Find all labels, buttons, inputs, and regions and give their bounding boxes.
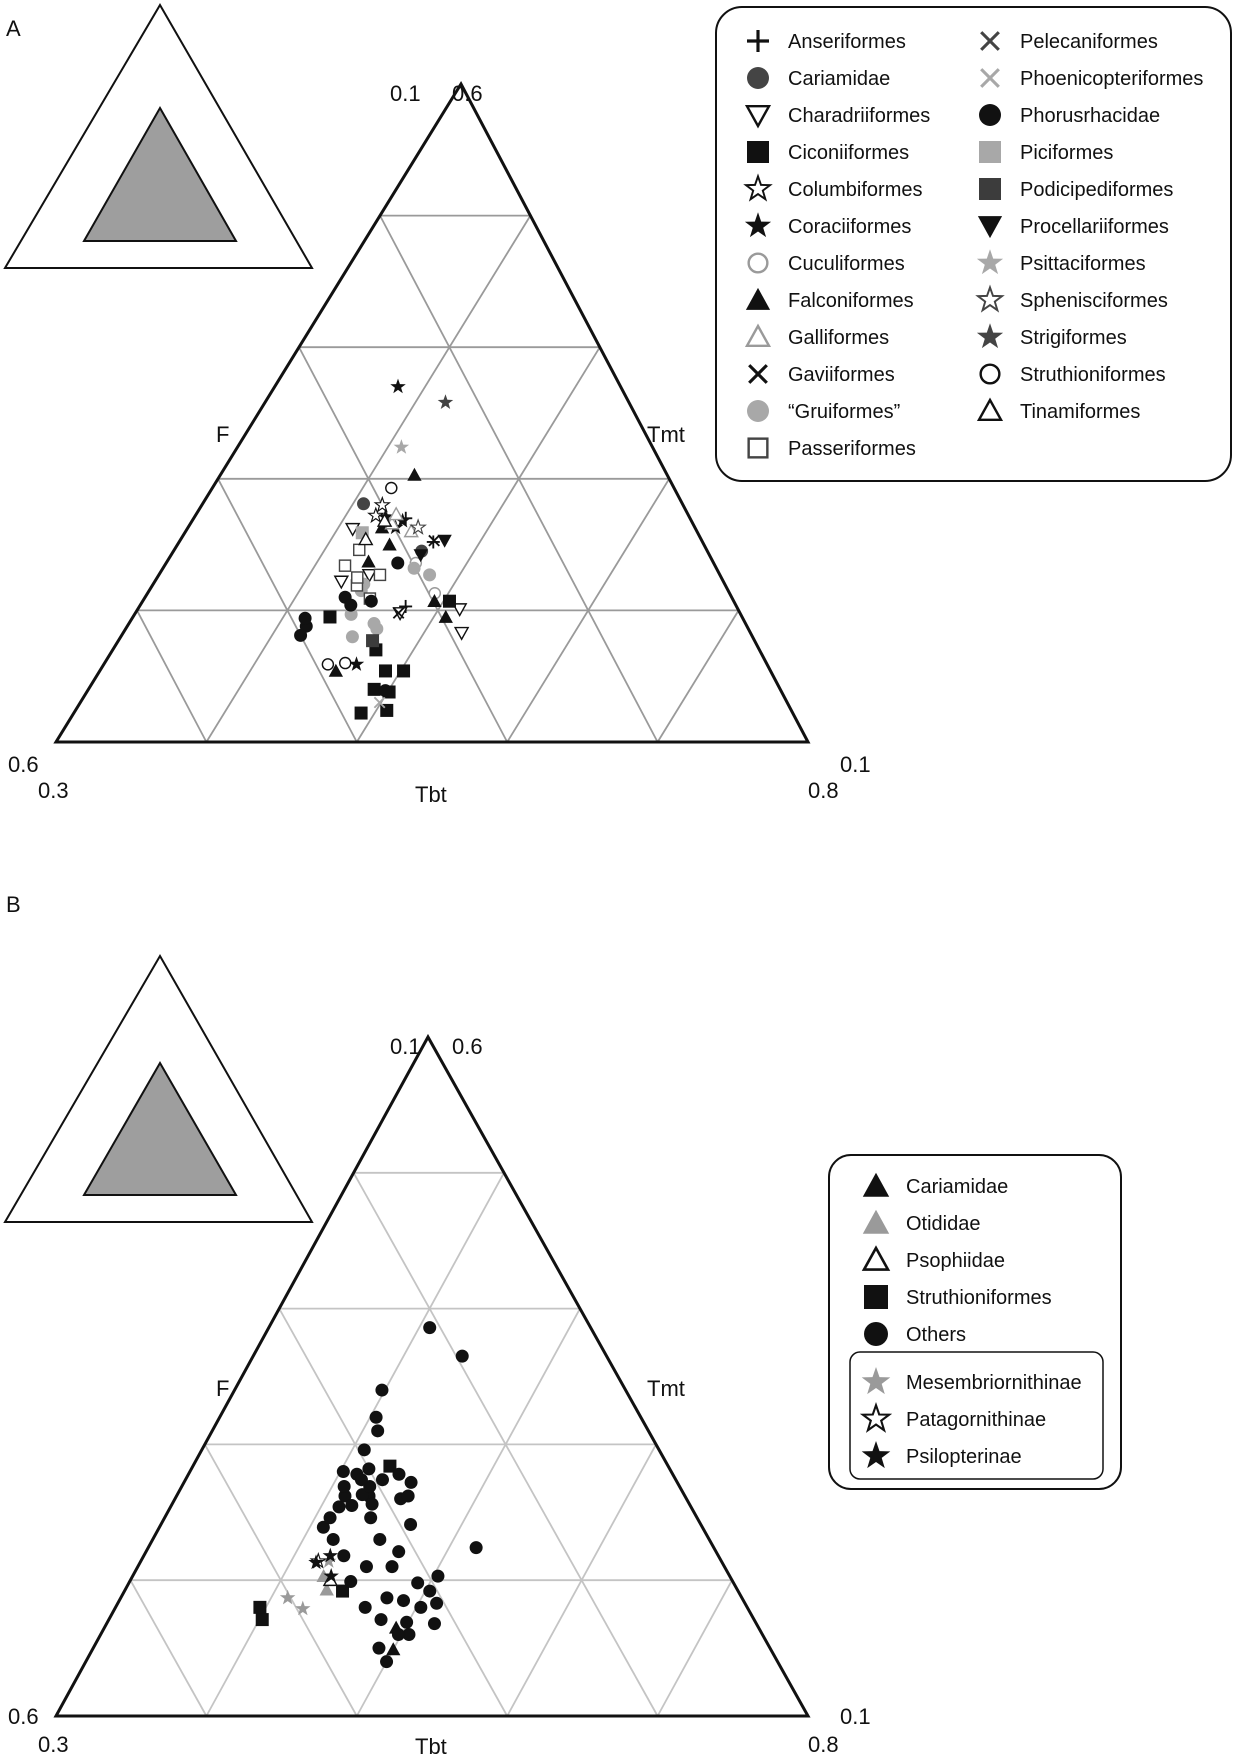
legend-marker (864, 1322, 888, 1346)
data-point (397, 664, 410, 677)
data-point (392, 1545, 405, 1558)
legend-label: Tinamiformes (1020, 401, 1141, 423)
legend-label: Cariamidae (788, 68, 891, 90)
data-point (357, 497, 370, 510)
data-point (430, 1597, 443, 1610)
data-point (355, 1473, 368, 1486)
legend-label: Pelecaniformes (1020, 31, 1158, 53)
data-point (344, 1575, 357, 1588)
data-point (366, 1498, 379, 1511)
data-point (374, 569, 385, 580)
legend-label: Sphenisciformes (1020, 290, 1168, 312)
legend-label: Psittaciformes (1020, 253, 1146, 275)
legend-marker (749, 439, 768, 458)
legend-label: Strigiformes (1020, 327, 1127, 349)
data-point (386, 1642, 400, 1655)
grid-line (658, 1580, 732, 1716)
legend-label: Podicipediformes (1020, 179, 1174, 201)
legend-label: Ciconiiformes (788, 142, 910, 164)
axis-label-tmt: Tmt (647, 422, 685, 447)
apex-label-top-right: 0.6 (452, 1034, 483, 1059)
data-point (299, 612, 312, 625)
data-point (253, 1601, 266, 1614)
apex-label-left-bottom: 0.3 (38, 778, 69, 803)
data-point (397, 1594, 410, 1607)
data-point (380, 1655, 393, 1668)
data-point (380, 1591, 393, 1604)
data-point (373, 1533, 386, 1546)
data-point (407, 468, 421, 481)
data-point (456, 1350, 469, 1363)
data-point (359, 1601, 372, 1614)
legend-label: Others (906, 1324, 967, 1346)
legend-label: Otididae (906, 1213, 981, 1235)
grid-line (299, 347, 507, 742)
data-point (352, 572, 363, 583)
legend-label: Gaviiformes (788, 364, 895, 386)
legend-label: Struthioniformes (1020, 364, 1166, 386)
data-point (355, 707, 368, 720)
data-point (443, 595, 456, 608)
data-point (327, 1533, 340, 1546)
data-point (339, 560, 350, 571)
legend-label: Passeriformes (788, 438, 916, 460)
data-point (392, 1468, 405, 1481)
legend-marker (747, 67, 769, 89)
data-point (358, 1443, 371, 1456)
legend-label: Galliformes (788, 327, 890, 349)
data-point (375, 1613, 388, 1626)
data-point (371, 1424, 384, 1437)
ternary-grid (130, 1173, 732, 1716)
data-point (455, 628, 468, 640)
axis-label-f: F (216, 422, 230, 447)
legend-marker (979, 141, 1001, 163)
apex-label-top-left: 0.1 (390, 1034, 421, 1059)
apex-label-top-left: 0.1 (390, 81, 421, 106)
apex-label-right-bottom: 0.8 (808, 778, 839, 803)
data-point (423, 1585, 436, 1598)
legend-label: Cuculiformes (788, 253, 905, 275)
data-point (337, 1549, 350, 1562)
data-point (361, 555, 375, 568)
data-point (256, 1613, 269, 1626)
data-point (404, 1518, 417, 1531)
data-point (354, 544, 365, 555)
apex-label-right-top: 0.1 (840, 752, 871, 777)
legend-label: Psophiidae (906, 1250, 1005, 1272)
data-point (431, 1570, 444, 1583)
data-point (323, 610, 336, 623)
legend-label: Struthioniformes (906, 1287, 1052, 1309)
data-point (423, 1321, 436, 1334)
data-point (335, 576, 348, 588)
apex-label-left-bottom: 0.3 (38, 1732, 69, 1757)
data-point (346, 630, 359, 643)
data-point (370, 1411, 383, 1424)
apex-label-right-bottom: 0.8 (808, 1732, 839, 1757)
data-point (392, 1628, 405, 1641)
data-point (368, 683, 381, 696)
legend-label: Procellariiformes (1020, 216, 1169, 238)
data-point (366, 634, 379, 647)
data-point (423, 568, 436, 581)
data-point (390, 508, 403, 520)
data-point (386, 482, 397, 493)
data-point (400, 1616, 413, 1629)
legend-label: Cariamidae (906, 1176, 1009, 1198)
legend-label: Phorusrhacidae (1020, 105, 1161, 127)
legend-marker (749, 254, 768, 273)
data-point (338, 1480, 351, 1493)
data-point (345, 1499, 358, 1512)
apex-label-right-top: 0.1 (840, 1704, 871, 1729)
apex-label-left-top: 0.6 (8, 752, 39, 777)
data-point (394, 439, 410, 454)
data-point (344, 599, 357, 612)
legend-marker (979, 178, 1001, 200)
grid-line (130, 1580, 206, 1716)
legend-label: Anseriformes (788, 31, 906, 53)
data-point (470, 1541, 483, 1554)
data-point (362, 1462, 375, 1475)
panel-letter: B (6, 892, 21, 917)
data-point (324, 1511, 337, 1524)
data-point (379, 664, 392, 677)
data-point (375, 1384, 388, 1397)
legend-label: Charadriiformes (788, 105, 931, 127)
legend-label: Coraciiformes (788, 216, 912, 238)
data-point (408, 562, 421, 575)
axis-label-tmt: Tmt (647, 1376, 685, 1401)
data-point (438, 394, 454, 409)
data-point (428, 1617, 441, 1630)
data-point (372, 1642, 385, 1655)
legend-label: Columbiformes (788, 179, 923, 201)
data-point (368, 617, 381, 630)
legend-marker (981, 365, 1000, 384)
data-point (376, 1473, 389, 1486)
legend-marker (747, 400, 769, 422)
panel-b (5, 892, 1121, 1757)
panel-letter: A (6, 16, 21, 41)
orientation-inset (5, 956, 312, 1222)
axis-label-tbt: Tbt (415, 1734, 447, 1757)
legend-item (979, 141, 1113, 164)
legend-marker (747, 141, 769, 163)
data-point (402, 1490, 415, 1503)
apex-label-left-top: 0.6 (8, 1704, 39, 1729)
legend-marker (864, 1285, 888, 1309)
data-point (364, 1511, 377, 1524)
legend-label: Phoenicopteriformes (1020, 68, 1204, 90)
data-point (360, 1560, 373, 1573)
data-point (414, 1601, 427, 1614)
data-point (337, 1465, 350, 1478)
legend-label: Piciformes (1020, 142, 1114, 164)
legend-label: Mesembriornithinae (906, 1372, 1082, 1394)
data-point (411, 1576, 424, 1589)
data-point (391, 557, 404, 570)
data-point (379, 684, 392, 697)
legend-label: “Gruiformes” (788, 401, 901, 423)
legend-item (864, 1322, 966, 1346)
legend-box (829, 1155, 1121, 1489)
data-point (322, 659, 333, 670)
data-points (253, 1321, 482, 1668)
data-point (405, 1476, 418, 1489)
apex-label-top-right: 0.6 (452, 81, 483, 106)
data-point (294, 629, 307, 642)
panel-a (5, 5, 1231, 807)
data-point (382, 537, 396, 550)
data-point (340, 658, 351, 669)
legend-label: Falconiformes (788, 290, 914, 312)
legend-label: Psilopterinae (906, 1446, 1022, 1468)
orientation-inset (5, 5, 312, 268)
legend-marker (979, 104, 1001, 126)
data-point (375, 498, 389, 512)
ternary-grid (137, 216, 739, 742)
axis-label-tbt: Tbt (415, 782, 447, 807)
data-point (365, 595, 378, 608)
axis-label-f: F (216, 1376, 230, 1401)
grid-line (137, 610, 206, 742)
data-points (294, 379, 468, 720)
grid-line (658, 610, 739, 742)
data-point (386, 1560, 399, 1573)
legend-label: Patagornithinae (906, 1409, 1047, 1431)
data-point (390, 379, 406, 394)
